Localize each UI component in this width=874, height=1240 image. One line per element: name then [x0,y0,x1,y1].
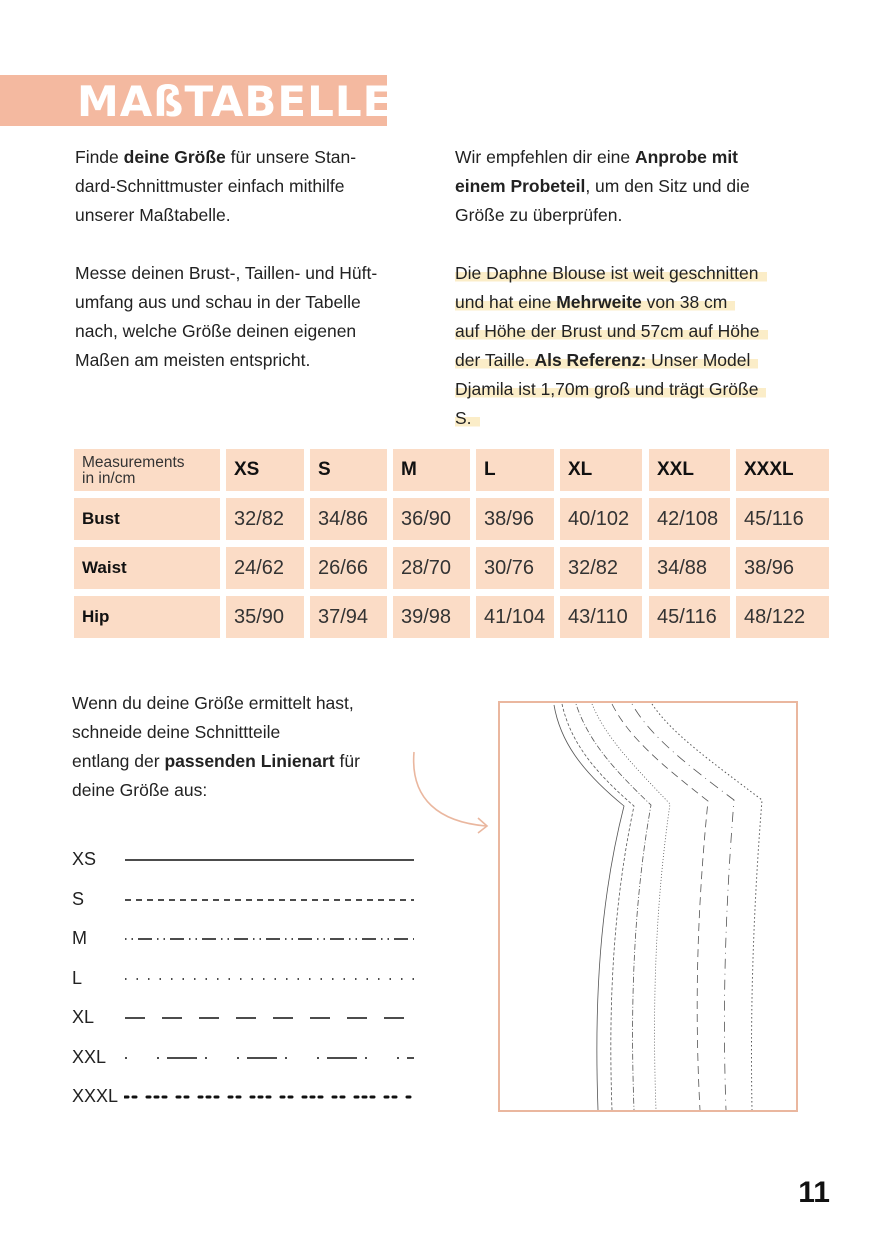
size-header: L [476,449,554,491]
xl-cut-line [612,704,708,1110]
page-number: 11 [798,1176,830,1209]
legend-line-s [124,895,424,905]
text-line: und hat eine Mehrweite von 38 cm [455,292,735,312]
intro-paragraph [75,143,356,230]
measurement-cell: 34/86 [310,498,387,540]
measurement-cell: 24/62 [226,547,304,589]
size-header: M [393,449,470,491]
measurement-cell: 34/88 [649,547,730,589]
text-line: deine Größe aus: [72,780,208,800]
text-line: Wenn du deine Größe ermittelt hast, [72,693,354,713]
text-line: dard-Schnittmuster einfach mithilfe [75,176,345,196]
ease-paragraph [455,259,768,433]
legend-label: XL [72,1007,95,1027]
row-label: Hip [74,596,220,638]
measurement-cell: 37/94 [310,596,387,638]
page-title: MAßTABELLE [77,77,393,126]
text-line: Messe deinen Brust-, Taillen- und Hüft- [75,263,378,283]
measurement-cell: 38/96 [476,498,554,540]
xxl-cut-line [632,704,734,1110]
legend-label: XXXL [72,1086,119,1106]
text-line: Djamila ist 1,70m groß und trägt Größe [455,379,766,399]
text-line: Größe zu überprüfen. [455,205,623,225]
size-header: S [310,449,387,491]
legend-line-l [124,974,424,984]
measurement-cell: 28/70 [393,547,470,589]
size-header: XS [226,449,304,491]
text-line: auf Höhe der Brust und 57cm auf Höhe [455,321,768,341]
measurement-cell: 38/96 [736,547,829,589]
measurement-cell: 32/82 [226,498,304,540]
text-line: Die Daphne Blouse ist weit geschnitten [455,263,767,283]
l-cut-line [592,704,670,1110]
legend-line-xxl [124,1053,424,1063]
text-line: einem Probeteil, um den Sitz und die [455,176,750,196]
fitting-paragraph [455,143,750,230]
size-header: XXXL [736,449,829,491]
text-line: der Taille. Als Referenz: Unser Model [455,350,758,370]
measurement-cell: 48/122 [736,596,829,638]
legend-line-xxxl [124,1092,424,1102]
legend-label: XXL [72,1046,107,1067]
legend-label: M [72,928,87,948]
size-header: XXL [649,449,730,491]
size-header: XL [560,449,642,491]
measurement-cell: 41/104 [476,596,554,638]
text-line: Finde deine Größe für unsere Stan- [75,147,357,167]
measurement-cell: 32/82 [560,547,642,589]
text-line: entlang der passenden Linienart für [72,751,360,771]
legend-line-m [124,934,424,944]
row-label: Waist [74,547,220,589]
measurement-cell: 40/102 [560,498,642,540]
m-cut-line [576,704,651,1110]
pattern-frame [499,702,797,1111]
measurement-cell: 42/108 [649,498,730,540]
measurement-cell: 39/98 [393,596,470,638]
measurement-cell: 45/116 [649,596,730,638]
legend-label: S [72,888,85,909]
measurement-cell: 45/116 [736,498,829,540]
text-line: Maßen am meisten entspricht. [75,350,311,370]
measurement-cell: 30/76 [476,547,554,589]
s-cut-line [562,704,634,1110]
text-line: S. [455,408,480,428]
text-line: Wir empfehlen dir eine Anprobe mit [455,147,739,167]
text-line: unserer Maßtabelle. [75,205,231,225]
cutting-instructions [72,689,360,805]
legend-line-xs [124,855,424,865]
text-line: umfang aus und schau in der Tabelle [75,292,361,312]
measurement-cell: 36/90 [393,498,470,540]
legend-label: XS [72,849,97,869]
arrow-head [478,818,487,833]
legend-line-xl [124,1013,424,1023]
measure-paragraph [75,259,377,375]
table-corner-label: Measurements in in/cm [74,449,220,491]
xs-cut-line [554,705,624,1110]
legend-label: L [72,967,83,988]
measurement-cell: 35/90 [226,596,304,638]
row-label: Bust [74,498,220,540]
xxxl-cut-line [652,704,762,1110]
measurement-cell: 43/110 [560,596,642,638]
measurement-cell: 26/66 [310,547,387,589]
curved-arrow [414,752,486,826]
text-line: nach, welche Größe deinen eigenen [75,321,357,341]
text-line: schneide deine Schnittteile [72,722,281,742]
